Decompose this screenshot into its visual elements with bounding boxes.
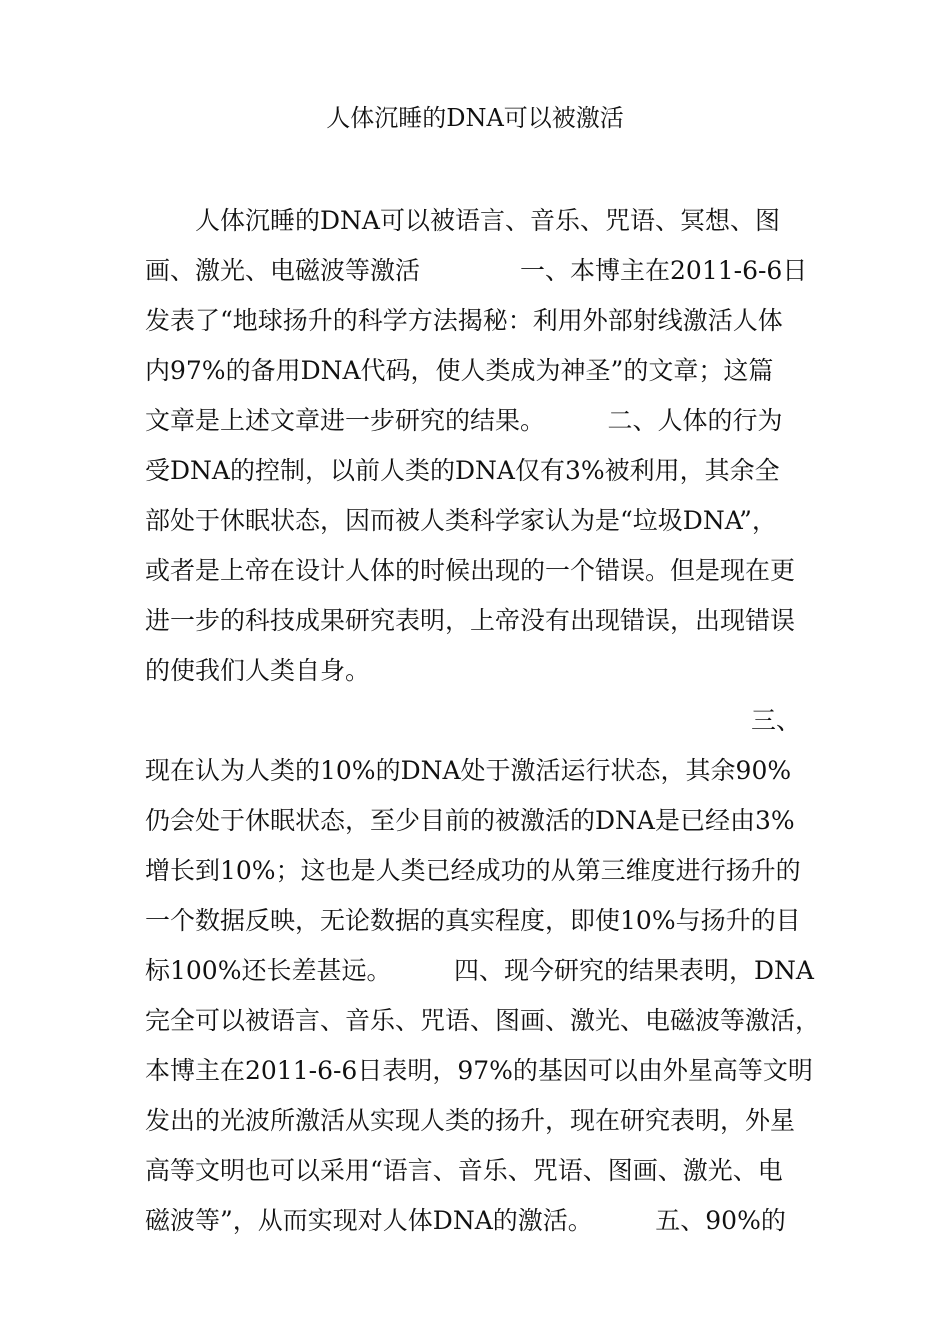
body-line: 一个数据反映，无论数据的真实程度，即使10%与扬升的目 xyxy=(145,906,801,935)
body-line: 进一步的科技成果研究表明，上帝没有出现错误，出现错误 xyxy=(145,606,796,635)
body-line: 标100%还长差甚远。 四、现今研究的结果表明，DNA xyxy=(145,956,814,985)
body-line: 部处于休眠状态，因而被人类科学家认为是“垃圾DNA”， xyxy=(145,506,777,535)
body-line: 或者是上帝在设计人体的时候出现的一个错误。但是现在更 xyxy=(145,556,796,585)
body-line: 仍会处于休眠状态，至少目前的被激活的DNA是已经由3% xyxy=(145,806,795,835)
body-line: 内97%的备用DNA代码，使人类成为神圣”的文章；这篇 xyxy=(145,356,774,385)
body-line: 画、激光、电磁波等激活 一、本博主在2011-6-6日 xyxy=(145,256,808,285)
body-line: 高等文明也可以采用“语言、音乐、咒语、图画、激光、电 xyxy=(145,1156,783,1185)
body-line: 发表了“地球扬升的科学方法揭秘：利用外部射线激活人体 xyxy=(145,306,783,335)
body-line: 本博主在2011-6-6日表明，97%的基因可以由外星高等文明 xyxy=(145,1056,813,1085)
body-line: 人体沉睡的DNA可以被语言、音乐、咒语、冥想、图 xyxy=(195,206,780,235)
body-line: 受DNA的控制，以前人类的DNA仅有3%被利用，其余全 xyxy=(145,456,780,485)
body-line: 磁波等”，从而实现对人体DNA的激活。 五、90%的 xyxy=(145,1206,786,1235)
body-line: 现在认为人类的10%的DNA处于激活运行状态，其余90% xyxy=(145,756,792,785)
body-line: 完全可以被语言、音乐、咒语、图画、激光、电磁波等激活， xyxy=(145,1006,821,1035)
section-number: 三、 xyxy=(750,706,801,735)
body-line: 增长到10%；这也是人类已经成功的从第三维度进行扬升的 xyxy=(145,856,801,885)
body-line: 发出的光波所激活从实现人类的扬升，现在研究表明，外星 xyxy=(145,1106,796,1135)
body-line: 的使我们人类自身。 xyxy=(145,656,371,685)
document-body xyxy=(145,196,825,1246)
document-title: 人体沉睡的DNA可以被激活 xyxy=(326,104,624,132)
body-line: 文章是上述文章进一步研究的结果。 二、人体的行为 xyxy=(145,406,783,435)
